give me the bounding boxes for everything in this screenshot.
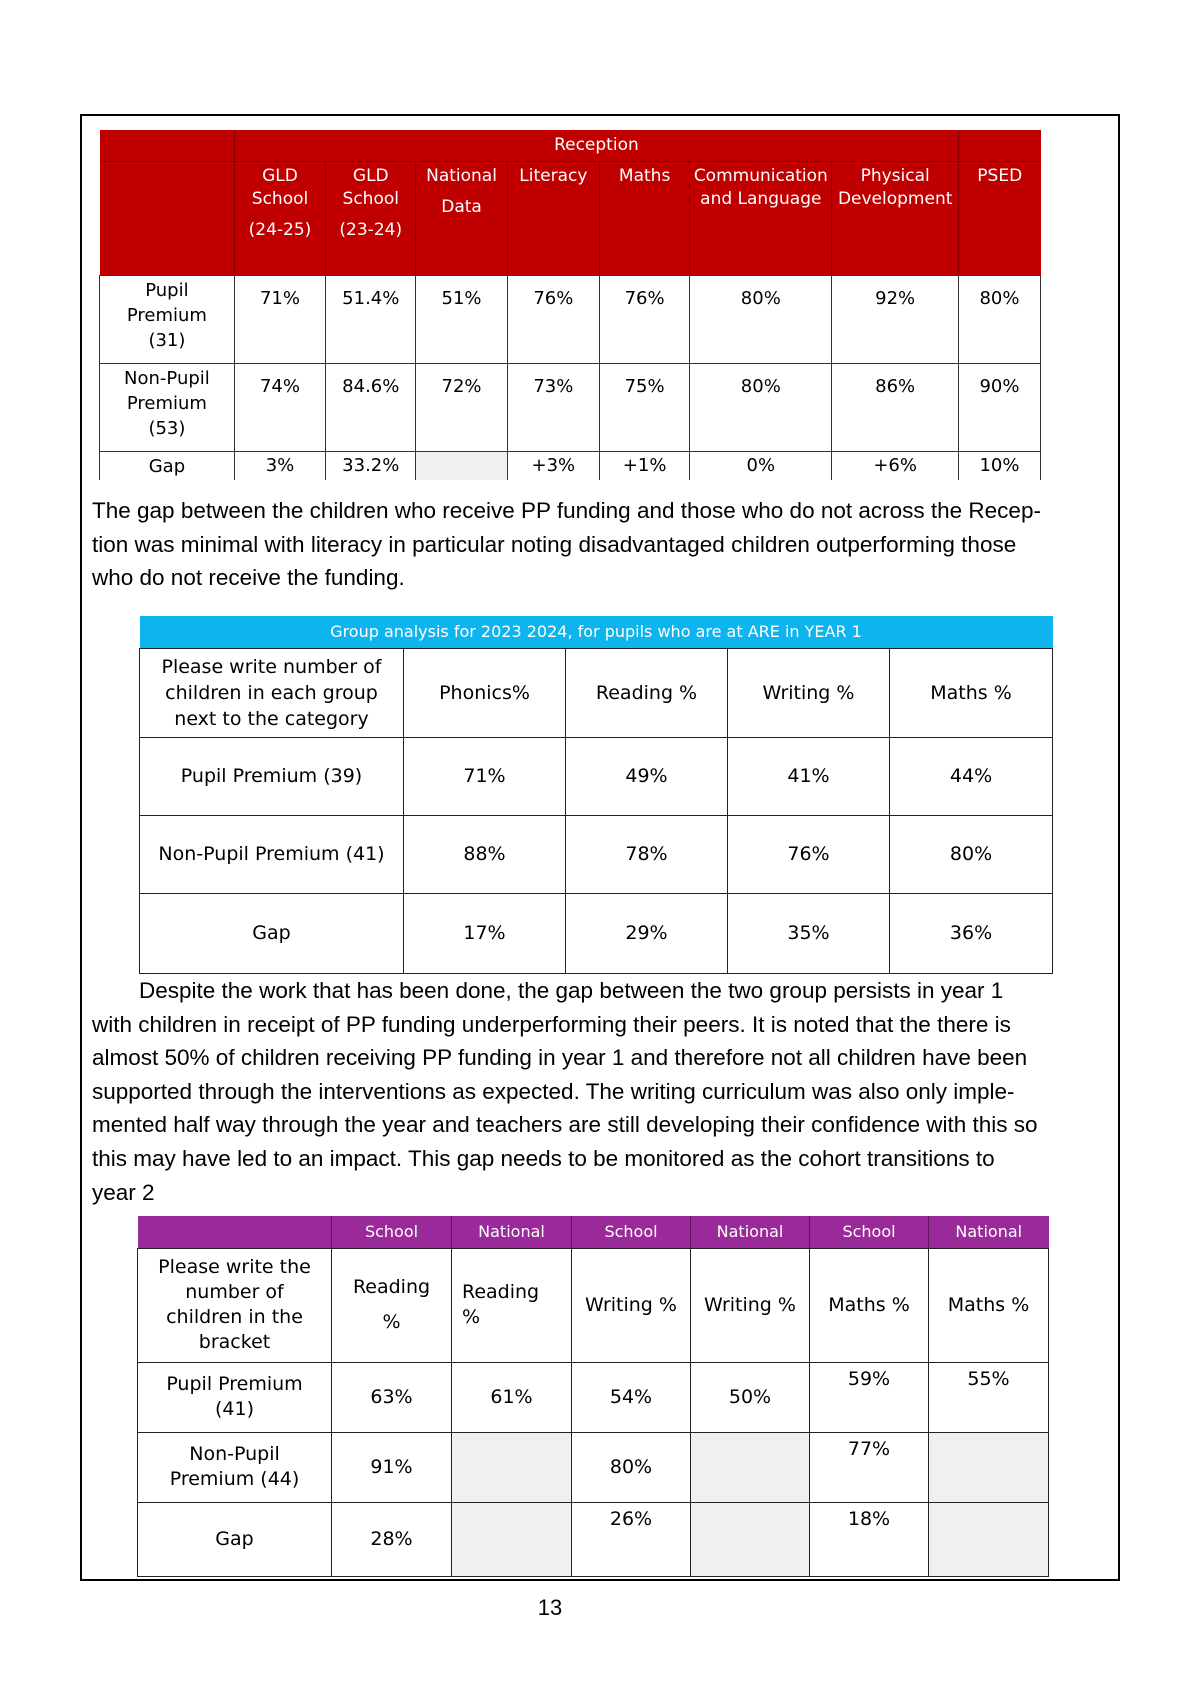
cell: 54% [572,1362,691,1432]
header-gld-2324: GLD School (23-24) [326,161,416,275]
cell: 44% [890,737,1053,815]
row-label: Non-Pupil Premium (41) [140,815,404,893]
cell: 76% [507,275,599,363]
table-row [140,893,1053,973]
cell: 86% [832,363,959,451]
cell: 92% [832,275,959,363]
header-physical: Physical Development [832,161,959,275]
cell: 36% [890,893,1053,973]
row-label: Pupil Premium (31) [100,275,235,363]
cell: 33.2% [326,451,416,480]
header-category: Please write the number of children in the bracket [138,1248,332,1362]
cell: 0% [690,451,832,480]
cell: 35% [728,893,890,973]
cell: 84.6% [326,363,416,451]
reception-caption-spacer [100,130,235,161]
caption-national: National [452,1216,572,1248]
cell: 77% [810,1432,929,1502]
header-writing-national: Writing % [691,1248,810,1362]
cell-empty [929,1432,1049,1502]
header-literacy: Literacy [507,161,599,275]
cell: 78% [566,815,728,893]
year2-caption-blank [138,1216,332,1248]
cell: 80% [890,815,1053,893]
header-gld-2425: GLD School (24-25) [234,161,325,275]
reception-table [99,130,1041,480]
row-label: Pupil Premium (41) [138,1362,332,1432]
cell-empty [929,1502,1049,1576]
table-row [100,363,1041,451]
cell: 51% [416,275,507,363]
header-psed: PSED [958,161,1040,275]
table-row [100,451,1041,480]
paragraph-year1-summary: Despite the work that has been done, the gap between the two group persists in year 1 with children in receipt of PP funding underperforming their peers. It is noted that the there is almost 50% of children receiving PP funding in year 1 and therefore not all children have been supported through the interventions as expected. The writing curriculum was also only imple- mented half way through the year and teachers are still developing their confidence with this so this may have led to an impact. This gap needs to be monitored as the cohort transitions to year 2 [92,978,1038,1205]
header-category: Please write number of children in each group next to the category [140,648,404,737]
cell: 71% [404,737,566,815]
cell: 90% [958,363,1040,451]
header-maths: Maths [600,161,690,275]
cell: 10% [958,451,1040,480]
header-reading-national: Reading % [452,1248,572,1362]
header-phonics: Phonics% [404,648,566,737]
cell: 63% [332,1362,452,1432]
table-row [140,737,1053,815]
header-maths-school: Maths % [810,1248,929,1362]
caption-school: School [572,1216,691,1248]
year2-table [137,1216,1049,1577]
cell: 29% [566,893,728,973]
caption-national: National [929,1216,1049,1248]
cell: 28% [332,1502,452,1576]
cell: 80% [572,1432,691,1502]
cell-empty [452,1432,572,1502]
row-label: Non-Pupil Premium (44) [138,1432,332,1502]
year1-table [139,616,1053,974]
cell: 75% [600,363,690,451]
cell: 76% [728,815,890,893]
header-reading: Reading % [566,648,728,737]
row-label: Gap [138,1502,332,1576]
header-maths: Maths % [890,648,1053,737]
cell: 55% [929,1362,1049,1432]
row-label: Gap [140,893,404,973]
page-number: 13 [537,1595,563,1620]
cell: +6% [832,451,959,480]
caption-school: School [810,1216,929,1248]
header-writing: Writing % [728,648,890,737]
table-row [140,815,1053,893]
row-label: Pupil Premium (39) [140,737,404,815]
reception-caption: Reception [234,130,958,161]
cell-empty [691,1432,810,1502]
caption-school: School [332,1216,452,1248]
cell: 59% [810,1362,929,1432]
table-row [138,1362,1049,1432]
cell: +3% [507,451,599,480]
cell: 71% [234,275,325,363]
cell: 51.4% [326,275,416,363]
cell: 50% [691,1362,810,1432]
table-row [138,1502,1049,1576]
cell-empty [416,451,507,480]
cell: 80% [690,275,832,363]
cell-empty [452,1502,572,1576]
row-label: Gap [100,451,235,480]
cell: 49% [566,737,728,815]
cell: 88% [404,815,566,893]
cell: 17% [404,893,566,973]
header-writing-school: Writing % [572,1248,691,1362]
caption-national: National [691,1216,810,1248]
cell: 61% [452,1362,572,1432]
cell: 73% [507,363,599,451]
cell: 3% [234,451,325,480]
row-label: Non-Pupil Premium (53) [100,363,235,451]
cell: 26% [572,1502,691,1576]
cell: 74% [234,363,325,451]
cell: 80% [690,363,832,451]
header-communication: Communication and Language [690,161,832,275]
header-maths-national: Maths % [929,1248,1049,1362]
table-row [138,1432,1049,1502]
cell: +1% [600,451,690,480]
cell: 91% [332,1432,452,1502]
table-row [100,275,1041,363]
cell: 72% [416,363,507,451]
cell-empty [691,1502,810,1576]
year1-caption: Group analysis for 2023 2024, for pupils who are at ARE in YEAR 1 [140,616,1053,648]
cell: 80% [958,275,1040,363]
header-national-data: National Data [416,161,507,275]
cell: 76% [600,275,690,363]
cell: 41% [728,737,890,815]
cell: 18% [810,1502,929,1576]
paragraph-reception-summary: The gap between the children who receive PP funding and those who do not across the Recep- tion was minimal with literacy in particular noting disadvantaged children outperforming those who do not receive the funding. [92,498,1041,591]
reception-header-blank [100,161,235,275]
header-reading-school: Reading % [332,1248,452,1362]
reception-caption-end [958,130,1040,161]
